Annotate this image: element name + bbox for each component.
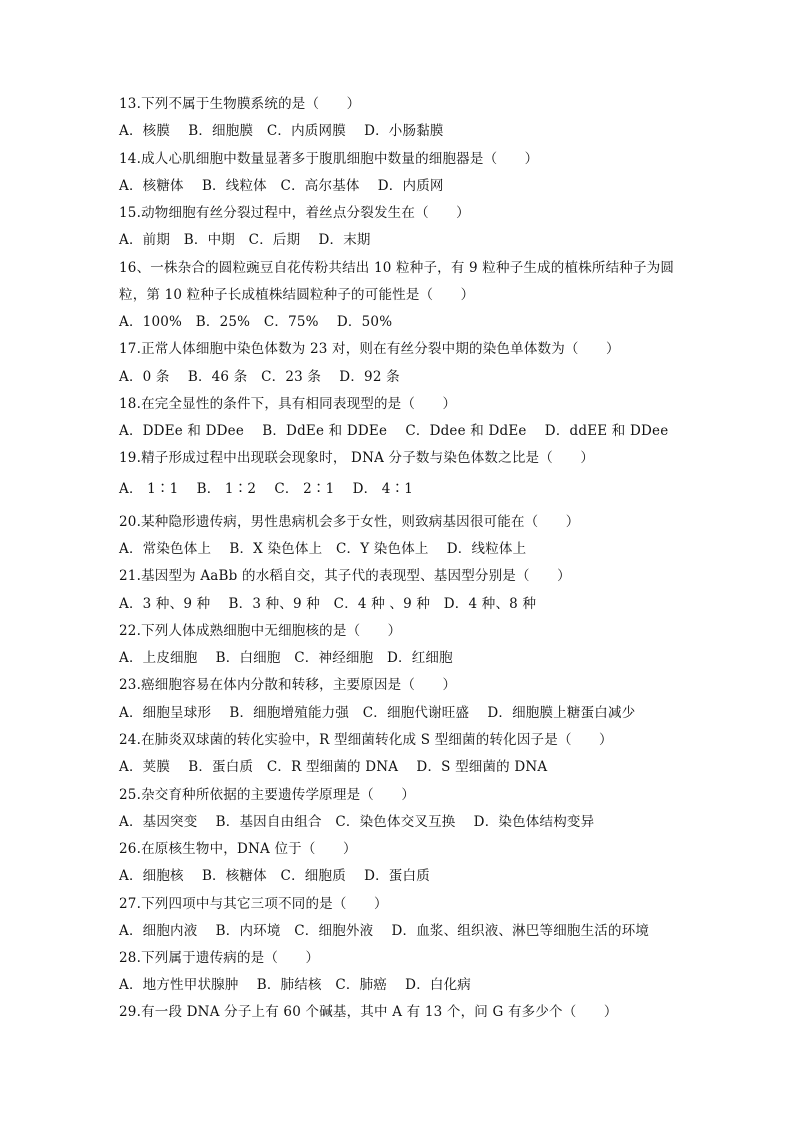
question-22: 22.下列人体成熟细胞中无细胞核的是（ ） <box>119 623 402 639</box>
question-21-options: A．3 种、9 种 B．3 种、9 种 C．4 种 、9 种 D．4 种、8 种 <box>119 596 537 612</box>
question-16: 16、一株杂合的圆粒豌豆自花传粉共结出 10 粒种子，有 9 粒种子生成的植株所结种子为圆 <box>119 260 675 276</box>
question-26: 26.在原核生物中，DNA 位于（ ） <box>119 841 357 857</box>
question-23: 23.癌细胞容易在体内分散和转移，主要原因是（ ） <box>119 677 457 693</box>
question-13: 13.下列不属于生物膜系统的是（ ） <box>119 96 361 112</box>
question-23-options: A．细胞呈球形 B．细胞增殖能力强 C．细胞代谢旺盛 D．细胞膜上糖蛋白减少 <box>119 705 636 721</box>
question-25: 25.杂交育种所依据的主要遗传学原理是（ ） <box>119 787 416 803</box>
question-21: 21.基因型为 AaBb 的水稻自交，其子代的表现型、基因型分别是（ ） <box>119 568 571 584</box>
question-18: 18.在完全显性的条件下，具有相同表现型的是（ ） <box>119 396 457 412</box>
question-26-options: A．细胞核 B．核糖体 C．细胞质 D．蛋白质 <box>119 868 430 884</box>
question-14-options: A．核糖体 B．线粒体 C．高尔基体 D．内质网 <box>119 178 444 194</box>
question-28-options: A．地方性甲状腺肿 B．肺结核 C．肺癌 D．白化病 <box>119 977 472 993</box>
question-19: 19.精子形成过程中出现联会现象时， DNA 分子数与染色体数之比是（ ） <box>119 450 595 466</box>
question-27: 27.下列四项中与其它三项不同的是（ ） <box>119 896 388 912</box>
question-25-options: A．基因突变 B．基因自由组合 C．染色体交叉互换 D．染色体结构变异 <box>119 814 595 830</box>
question-14: 14.成人心肌细胞中数量显著多于腹肌细胞中数量的细胞器是（ ） <box>119 151 539 167</box>
question-16-options: A．100% B．25% C．75% D．50% <box>119 314 393 330</box>
question-24: 24.在肺炎双球菌的转化实验中，R 型细菌转化成 S 型细菌的转化因子是（ ） <box>119 732 613 748</box>
question-22-options: A．上皮细胞 B．白细胞 C．神经细胞 D．红细胞 <box>119 650 453 666</box>
question-24-options: A．荚膜 B．蛋白质 C．R 型细菌的 DNA D．S 型细菌的 DNA <box>119 759 548 775</box>
question-19-options: A． 1∶1 B． 1∶2 C． 2∶1 D． 4∶1 <box>119 481 414 497</box>
question-20-options: A．常染色体上 B．X 染色体上 C．Y 染色体上 D．线粒体上 <box>119 541 527 557</box>
question-20: 20.某种隐形遗传病，男性患病机会多于女性，则致病基因很可能在（ ） <box>119 514 580 530</box>
question-15: 15.动物细胞有丝分裂过程中，着丝点分裂发生在（ ） <box>119 205 470 221</box>
question-16-continued: 粒，第 10 粒种子长成植株结圆粒种子的可能性是（ ） <box>119 287 475 303</box>
question-17-options: A．0 条 B．46 条 C．23 条 D．92 条 <box>119 369 400 385</box>
question-18-options: A．DDEe 和 DDee B．DdEe 和 DDEe C．Ddee 和 DdEe D．ddEE 和 DDee <box>119 423 669 439</box>
question-27-options: A．细胞内液 B．内环境 C．细胞外液 D．血浆、组织液、淋巴等细胞生活的环境 <box>119 923 650 939</box>
question-28: 28.下列属于遗传病的是（ ） <box>119 950 320 966</box>
question-17: 17.正常人体细胞中染色体数为 23 对，则在有丝分裂中期的染色单体数为（ ） <box>119 341 620 357</box>
question-15-options: A．前期 B．中期 C．后期 D．末期 <box>119 232 371 248</box>
question-29: 29.有一段 DNA 分子上有 60 个碱基，其中 A 有 13 个，问 G 有多少个（ ） <box>119 1004 618 1020</box>
question-13-options: A．核膜 B．细胞膜 C．内质网膜 D．小肠黏膜 <box>119 123 444 139</box>
